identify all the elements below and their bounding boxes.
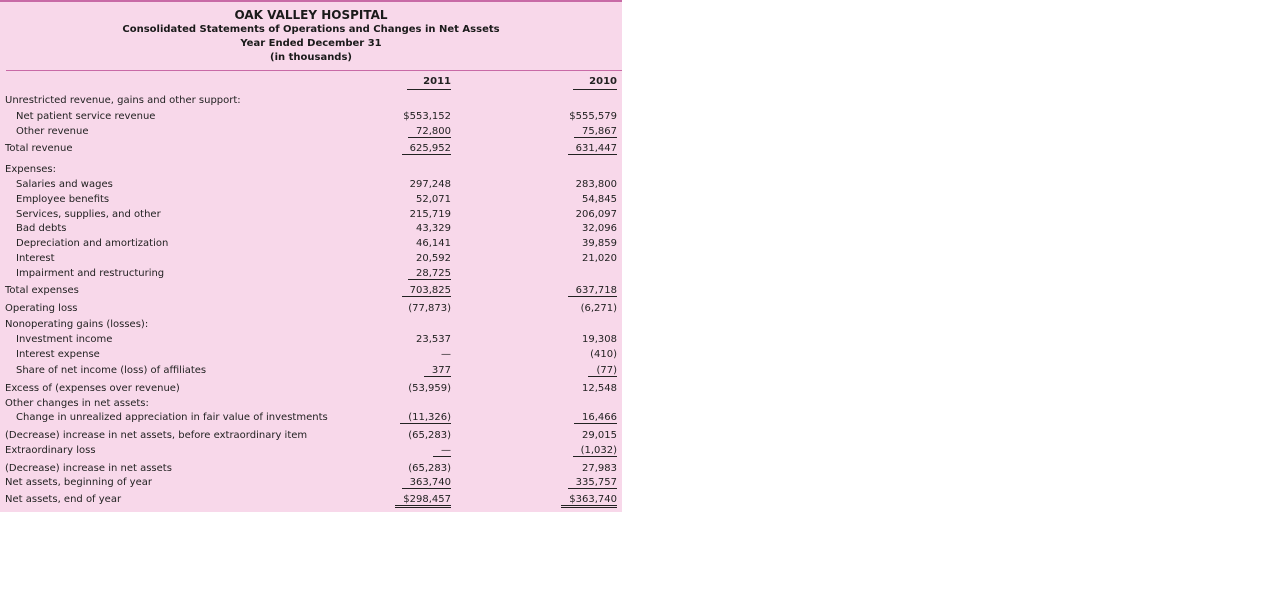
row-label: Impairment and restructuring <box>16 268 165 279</box>
value-2010: 631,447 <box>568 143 617 155</box>
column-header-2010: 2010 <box>573 76 617 90</box>
table-row <box>0 194 622 208</box>
row-label: Net assets, end of year <box>5 494 122 505</box>
row-label: Net patient service revenue <box>16 111 156 122</box>
value-2010: 27,983 <box>582 463 617 474</box>
financial-statement <box>0 0 622 512</box>
value-2010: $555,579 <box>569 111 617 122</box>
table-row <box>0 285 622 299</box>
value-2010: 21,020 <box>582 253 617 264</box>
row-label: Interest expense <box>16 349 100 360</box>
value-2011: 363,740 <box>402 477 451 489</box>
value-2011: (65,283) <box>408 463 451 474</box>
value-2011: — <box>433 445 451 457</box>
statement-units: (in thousands) <box>270 52 352 63</box>
row-label: Bad debts <box>16 223 67 234</box>
value-2011: (77,873) <box>408 303 451 314</box>
table-row <box>0 253 622 267</box>
value-2011: (53,959) <box>408 383 451 394</box>
row-label: Depreciation and amortization <box>16 238 169 249</box>
table-row <box>0 126 622 140</box>
value-2011: (65,283) <box>408 430 451 441</box>
row-label: Operating loss <box>5 303 78 314</box>
table-row <box>0 398 622 412</box>
value-2010: 29,015 <box>582 430 617 441</box>
table-row <box>0 383 622 397</box>
row-label: Excess of (expenses over revenue) <box>5 383 180 394</box>
value-2010: 39,859 <box>582 238 617 249</box>
table-row <box>0 303 622 317</box>
table-row <box>0 164 622 178</box>
row-label: Total revenue <box>5 143 73 154</box>
row-label: Employee benefits <box>16 194 110 205</box>
value-2010: (410) <box>590 349 617 360</box>
value-2011: 46,141 <box>416 238 451 249</box>
value-2011: $553,152 <box>403 111 451 122</box>
table-row <box>0 477 622 491</box>
value-2010: 75,867 <box>574 126 617 138</box>
value-2011: 28,725 <box>408 268 451 280</box>
value-2011: 20,592 <box>416 253 451 264</box>
value-2011: — <box>441 349 451 360</box>
row-label: Total expenses <box>5 285 79 296</box>
value-2010: 206,097 <box>575 209 617 220</box>
value-2010: 19,308 <box>582 334 617 345</box>
value-2010: 335,757 <box>568 477 617 489</box>
value-2011: 43,329 <box>416 223 451 234</box>
row-label: Other changes in net assets: <box>5 398 149 409</box>
value-2011: 52,071 <box>416 194 451 205</box>
table-row <box>0 349 622 363</box>
statement-title: OAK VALLEY HOSPITAL <box>234 8 388 22</box>
statement-subtitle: Consolidated Statements of Operations and Changes in Net Assets <box>122 24 500 35</box>
table-row <box>0 365 622 379</box>
table-row <box>0 179 622 193</box>
row-label: Expenses: <box>5 164 57 175</box>
value-2011: $298,457 <box>395 494 451 508</box>
row-label: Change in unrealized appreciation in fair value of investments <box>16 412 328 423</box>
value-2011: 297,248 <box>409 179 451 190</box>
value-2010: 16,466 <box>574 412 617 424</box>
value-2011: (11,326) <box>400 412 451 424</box>
value-2011: 215,719 <box>409 209 451 220</box>
value-2010: (1,032) <box>573 445 617 457</box>
value-2011: 23,537 <box>416 334 451 345</box>
value-2011: 625,952 <box>402 143 451 155</box>
value-2010: (6,271) <box>580 303 617 314</box>
table-row <box>0 334 622 348</box>
row-label: Salaries and wages <box>16 179 113 190</box>
value-2010: 283,800 <box>575 179 617 190</box>
row-label: Net assets, beginning of year <box>5 477 152 488</box>
table-row <box>0 445 622 459</box>
value-2011: 703,825 <box>402 285 451 297</box>
table-row <box>0 238 622 252</box>
table-row <box>0 430 622 444</box>
table-row <box>0 412 622 426</box>
value-2010: (77) <box>588 365 617 377</box>
table-row <box>0 463 622 477</box>
table-row <box>0 494 622 508</box>
value-2011: 72,800 <box>408 126 451 138</box>
row-label: Nonoperating gains (losses): <box>5 319 149 330</box>
table-row <box>0 209 622 223</box>
table-row <box>0 319 622 333</box>
row-label: (Decrease) increase in net assets <box>5 463 172 474</box>
table-row <box>0 223 622 237</box>
row-label: Unrestricted revenue, gains and other support: <box>5 95 241 106</box>
value-2010: 32,096 <box>582 223 617 234</box>
header-divider <box>6 70 622 71</box>
value-2010: $363,740 <box>561 494 617 508</box>
row-label: Interest <box>16 253 55 264</box>
row-label: Services, supplies, and other <box>16 209 161 220</box>
column-header-2011: 2011 <box>407 76 451 90</box>
row-label: Extraordinary loss <box>5 445 96 456</box>
table-row <box>0 95 622 109</box>
row-label: Other revenue <box>16 126 89 137</box>
value-2011: 377 <box>424 365 451 377</box>
table-row <box>0 111 622 125</box>
table-row <box>0 143 622 157</box>
value-2010: 12,548 <box>582 383 617 394</box>
row-label: Share of net income (loss) of affiliates <box>16 365 207 376</box>
statement-period: Year Ended December 31 <box>240 38 382 49</box>
value-2010: 637,718 <box>568 285 617 297</box>
table-row <box>0 268 622 282</box>
row-label: (Decrease) increase in net assets, before extraordinary item <box>5 430 308 441</box>
row-label: Investment income <box>16 334 113 345</box>
value-2010: 54,845 <box>582 194 617 205</box>
